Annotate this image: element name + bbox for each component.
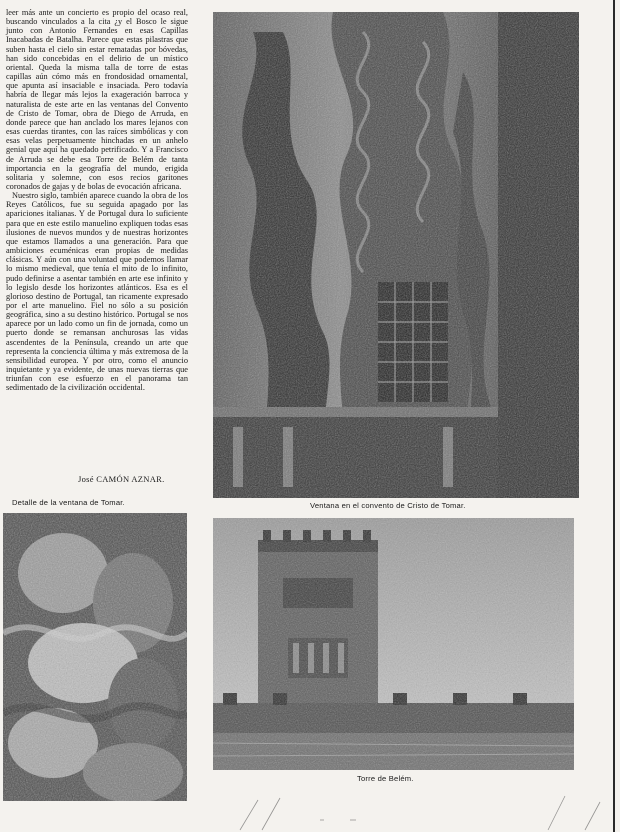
article-paragraph-2: Nuestro siglo, también aparece cuando la obra de los Reyes Católicos, fue su seguida apagado por las apariciones italianas. Y de Portugal dura lo suficiente para que en este estilo manuelino expliquen todas esas ilusiones de nuevos mundos y de nuestras horizontes que estamos llamados a una generación. Para que ambiciones ecuménicas eran propias de medidas clásicas. Y aún con una voluntad que podemos llamar lo mismo medieval, que tenía el mito de lo infinito, pudo definirse a asentar también en arte ese infinito y lo legislo desde los horizontes atlánticos. Esa es el glorioso destino de Portugal, tan ricamente expresado por el arte manuelino. Fiel no sólo a su posición geográfica, sino a su destino histórico. Portugal se nos aparece por un lado como un fin de jornada, como un puerto donde se remansan anchurosas las vidas ascendentes de la Península, creando un arte que representa la conciencia última y más extremosa de la sensibilidad europea. Y por otro, como el anuncio inquietante y ya evidente, de unas nuevas tierras que triunfan con ese esfuerzo en el panorama tan sedimentado de la civilización occidental. bbox=[6, 191, 188, 393]
photo-tomar-window bbox=[213, 12, 579, 498]
article-byline: José CAMÓN AZNAR. bbox=[78, 474, 165, 484]
window-detail-image bbox=[3, 513, 187, 801]
photo-window-detail bbox=[3, 513, 187, 801]
article-paragraph-1: leer más ante un concierto es propio del ocaso real, buscando vinculados a la cita ¿y el Bosco le sigue junto con Antonio Fernandes en esas Capillas Inacabadas de Batalha. Parece que estas pilastras que suben hasta el cielo sin estar rematadas por bóvedas, han sido concebidas en el delirio de un místico oriental. Queda la misma talla de torre de estas capillas aún cómo más en frondosidad ornamental, que apunta así insaciable e insaciada. Pero todavía habría de llegar más lejos la exageración barroca y naturalista de este arte en las ventanas del Convento de Cristo de Tomar, obra de Diego de Arruda, en donde parece que han anclado los mares lejanos con esas cuerdas tirantes, con las raíces simbólicas y con esas velas perpetuamente hinchadas en un anhelo genial que aquí ha quedado petrificado. Y a Francisco de Arruda se debe esa Torre de Belém de tanta importancia en la geografía del mundo, erigida solitaria y solemne, con esos recios garitones coronados de gajas y de bolas de evocación africana. bbox=[6, 8, 188, 191]
tomar-window-image bbox=[213, 12, 579, 498]
article-body bbox=[6, 8, 188, 393]
photo-belem-tower bbox=[213, 518, 574, 770]
paper-scratches bbox=[0, 790, 620, 832]
caption-tomar-window: Ventana en el convento de Cristo de Tomar. bbox=[310, 501, 466, 510]
right-margin-rule bbox=[613, 0, 615, 832]
caption-belem-tower: Torre de Belém. bbox=[357, 774, 414, 783]
belem-tower-image bbox=[213, 518, 574, 770]
caption-window-detail: Detalle de la ventana de Tomar. bbox=[12, 498, 125, 507]
